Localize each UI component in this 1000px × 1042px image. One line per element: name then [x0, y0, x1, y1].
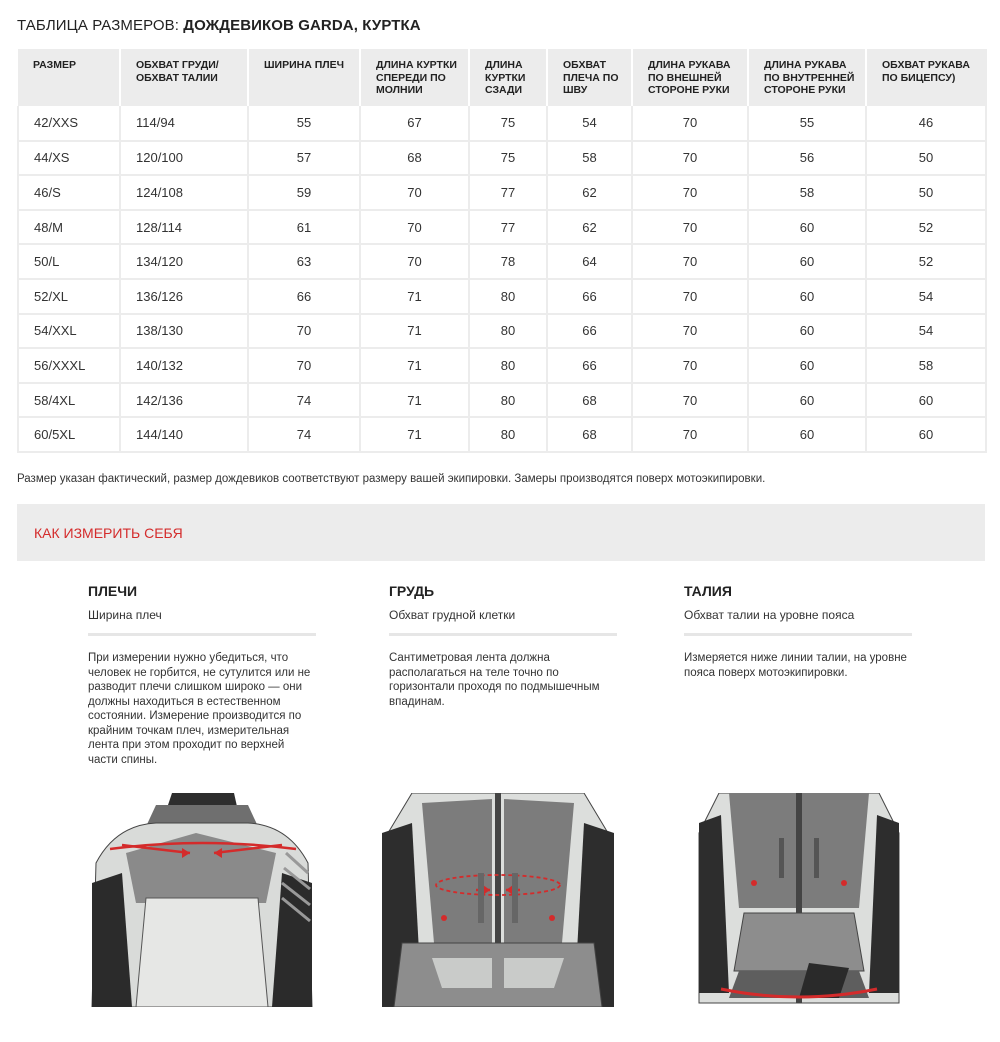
cell-size: 42/XXS	[18, 106, 120, 141]
cell-sleeve-outer: 70	[632, 383, 748, 418]
column-subtitle: Обхват талии на уровне пояса	[684, 608, 855, 622]
cell-back-length: 80	[469, 417, 547, 452]
cell-sleeve-bicep: 52	[866, 244, 986, 279]
header-front-length: ДЛИНА КУРТКИ СПЕРЕДИ ПО МОЛНИИ	[360, 49, 469, 106]
cell-front-length: 70	[360, 175, 469, 210]
cell-shoulder-girth: 66	[547, 279, 632, 314]
cell-back-length: 80	[469, 314, 547, 349]
page-title-product: ДОЖДЕВИКОВ GARDA, КУРТКА	[183, 17, 421, 34]
cell-shoulder-girth: 68	[547, 383, 632, 418]
column-text: При измерении нужно убедиться, что человек не горбится, не сутулится или не разводит плечи слишком широко — они должны находиться в естественном состоянии. Измерение производится по крайним точкам плеч, измерительная лента при этом проходит по верхней части спины.	[88, 652, 311, 766]
table-row	[18, 417, 986, 452]
cell-shoulder-girth: 62	[547, 210, 632, 245]
page-title	[17, 17, 421, 34]
column-divider	[389, 633, 617, 636]
column-divider	[88, 633, 316, 636]
cell-front-length: 71	[360, 417, 469, 452]
size-table	[17, 49, 987, 453]
table-row	[18, 279, 986, 314]
cell-shoulder-width: 63	[248, 244, 360, 279]
cell-front-length: 71	[360, 279, 469, 314]
cell-sleeve-outer: 70	[632, 279, 748, 314]
cell-size: 52/XL	[18, 279, 120, 314]
cell-front-length: 70	[360, 210, 469, 245]
cell-size: 58/4XL	[18, 383, 120, 418]
table-row	[18, 383, 986, 418]
jacket-waist-illustration	[683, 793, 915, 1007]
column-divider	[684, 633, 912, 636]
table-row	[18, 244, 986, 279]
cell-front-length: 67	[360, 106, 469, 141]
cell-sleeve-bicep: 60	[866, 417, 986, 452]
cell-sleeve-inner: 60	[748, 210, 866, 245]
table-row	[18, 106, 986, 141]
cell-sleeve-inner: 60	[748, 244, 866, 279]
cell-shoulder-width: 74	[248, 383, 360, 418]
cell-size: 56/XXXL	[18, 348, 120, 383]
cell-sleeve-bicep: 58	[866, 348, 986, 383]
cell-chest-waist: 120/100	[120, 141, 248, 176]
cell-shoulder-girth: 64	[547, 244, 632, 279]
header-shoulder-width: ШИРИНА ПЛЕЧ	[248, 49, 360, 106]
cell-sleeve-outer: 70	[632, 417, 748, 452]
cell-chest-waist: 138/130	[120, 314, 248, 349]
column-title: ПЛЕЧИ	[88, 583, 138, 599]
cell-chest-waist: 140/132	[120, 348, 248, 383]
jacket-back-illustration	[86, 793, 318, 1007]
cell-sleeve-inner: 58	[748, 175, 866, 210]
cell-shoulder-girth: 54	[547, 106, 632, 141]
cell-shoulder-girth: 58	[547, 141, 632, 176]
cell-chest-waist: 128/114	[120, 210, 248, 245]
column-subtitle: Обхват грудной клетки	[389, 608, 516, 622]
column-shoulders	[88, 583, 316, 767]
cell-back-length: 77	[469, 210, 547, 245]
cell-chest-waist: 134/120	[120, 244, 248, 279]
cell-chest-waist: 136/126	[120, 279, 248, 314]
cell-back-length: 78	[469, 244, 547, 279]
cell-front-length: 71	[360, 314, 469, 349]
cell-shoulder-girth: 66	[547, 314, 632, 349]
cell-sleeve-outer: 70	[632, 314, 748, 349]
cell-shoulder-width: 74	[248, 417, 360, 452]
cell-sleeve-bicep: 52	[866, 210, 986, 245]
cell-shoulder-girth: 68	[547, 417, 632, 452]
table-row	[18, 175, 986, 210]
cell-sleeve-outer: 70	[632, 348, 748, 383]
header-back-length: ДЛИНА КУРТКИ СЗАДИ	[469, 49, 547, 106]
cell-chest-waist: 114/94	[120, 106, 248, 141]
cell-sleeve-bicep: 50	[866, 141, 986, 176]
cell-sleeve-inner: 60	[748, 383, 866, 418]
cell-sleeve-bicep: 54	[866, 279, 986, 314]
jacket-chest-illustration	[382, 793, 614, 1007]
cell-chest-waist: 124/108	[120, 175, 248, 210]
cell-sleeve-inner: 60	[748, 417, 866, 452]
cell-shoulder-width: 61	[248, 210, 360, 245]
header-size: РАЗМЕР	[18, 49, 120, 106]
cell-sleeve-inner: 60	[748, 279, 866, 314]
cell-shoulder-width: 70	[248, 314, 360, 349]
cell-back-length: 80	[469, 279, 547, 314]
cell-chest-waist: 142/136	[120, 383, 248, 418]
size-note: Размер указан фактический, размер дождевиков соответствуют размеру вашей экипировки. Замеры производятся поверх мотоэкипировки.	[17, 473, 766, 485]
cell-back-length: 80	[469, 348, 547, 383]
cell-size: 44/XS	[18, 141, 120, 176]
header-sleeve-bicep: ОБХВАТ РУКАВА ПО БИЦЕПСУ)	[866, 49, 986, 106]
column-title: ТАЛИЯ	[684, 583, 732, 599]
column-subtitle: Ширина плеч	[88, 608, 162, 622]
column-chest	[389, 583, 617, 709]
table-row	[18, 141, 986, 176]
cell-sleeve-outer: 70	[632, 210, 748, 245]
cell-size: 60/5XL	[18, 417, 120, 452]
cell-sleeve-outer: 70	[632, 141, 748, 176]
cell-sleeve-outer: 70	[632, 175, 748, 210]
cell-size: 46/S	[18, 175, 120, 210]
header-chest-waist: ОБХВАТ ГРУДИ/ ОБХВАТ ТАЛИИ	[120, 49, 248, 106]
cell-sleeve-bicep: 50	[866, 175, 986, 210]
cell-shoulder-width: 55	[248, 106, 360, 141]
page-title-prefix: ТАБЛИЦА РАЗМЕРОВ:	[17, 17, 184, 34]
table-row	[18, 314, 986, 349]
column-title: ГРУДЬ	[389, 583, 435, 599]
table-row	[18, 348, 986, 383]
cell-chest-waist: 144/140	[120, 417, 248, 452]
cell-shoulder-girth: 62	[547, 175, 632, 210]
column-waist	[684, 583, 912, 680]
cell-sleeve-bicep: 60	[866, 383, 986, 418]
cell-shoulder-girth: 66	[547, 348, 632, 383]
howto-heading: КАК ИЗМЕРИТЬ СЕБЯ	[34, 525, 183, 541]
cell-front-length: 71	[360, 348, 469, 383]
cell-size: 50/L	[18, 244, 120, 279]
table-row	[18, 210, 986, 245]
cell-sleeve-outer: 70	[632, 106, 748, 141]
column-text: Измеряется ниже линии талии, на уровне пояса поверх мотоэкипировки.	[684, 652, 907, 679]
cell-sleeve-inner: 56	[748, 141, 866, 176]
cell-back-length: 75	[469, 106, 547, 141]
cell-front-length: 70	[360, 244, 469, 279]
cell-sleeve-outer: 70	[632, 244, 748, 279]
cell-back-length: 80	[469, 383, 547, 418]
cell-sleeve-bicep: 46	[866, 106, 986, 141]
cell-back-length: 77	[469, 175, 547, 210]
cell-sleeve-inner: 60	[748, 348, 866, 383]
cell-shoulder-width: 57	[248, 141, 360, 176]
cell-size: 48/M	[18, 210, 120, 245]
cell-sleeve-bicep: 54	[866, 314, 986, 349]
cell-size: 54/XXL	[18, 314, 120, 349]
table-header-row	[18, 49, 986, 106]
header-shoulder-girth: ОБХВАТ ПЛЕЧА ПО ШВУ	[547, 49, 632, 106]
cell-sleeve-inner: 60	[748, 314, 866, 349]
howto-band	[17, 504, 985, 561]
cell-shoulder-width: 70	[248, 348, 360, 383]
cell-front-length: 68	[360, 141, 469, 176]
cell-back-length: 75	[469, 141, 547, 176]
cell-sleeve-inner: 55	[748, 106, 866, 141]
header-sleeve-inner: ДЛИНА РУКАВА ПО ВНУТРЕННЕЙ СТОРОНЕ РУКИ	[748, 49, 866, 106]
header-sleeve-outer: ДЛИНА РУКАВА ПО ВНЕШНЕЙ СТОРОНЕ РУКИ	[632, 49, 748, 106]
column-text: Сантиметровая лента должна располагаться на теле точно по горизонтали проходя по подмышечным впадинам.	[389, 652, 600, 708]
cell-shoulder-width: 66	[248, 279, 360, 314]
cell-shoulder-width: 59	[248, 175, 360, 210]
cell-front-length: 71	[360, 383, 469, 418]
